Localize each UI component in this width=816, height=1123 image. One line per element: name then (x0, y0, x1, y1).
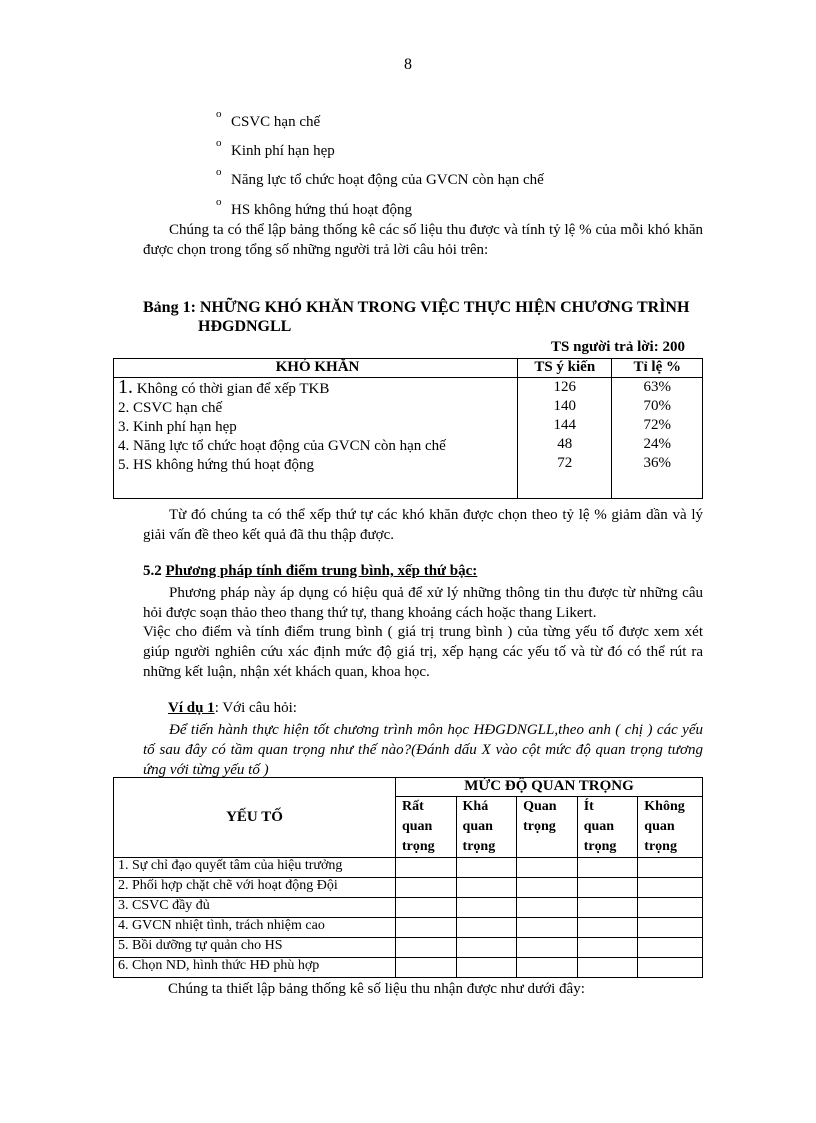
table2-factor: 4. GVCN nhiệt tình, trách nhiệm cao (114, 918, 396, 938)
table-row (114, 898, 703, 918)
section-number: 5.2 (143, 563, 166, 579)
example-question: Để tiến hành thực hiện tốt chương trình môn học HĐGDNGLL,theo anh ( chị ) các yếu tố sau đây có tầm quan trọng như thế nào?(Đánh dấu X vào cột mức độ quan trọng tương ứng với từng yếu tố ) (143, 722, 703, 778)
table2-level-not-important (638, 797, 703, 858)
table2-cell (517, 918, 578, 938)
table1-count: 48 (557, 436, 573, 452)
table-row (114, 958, 703, 978)
table1-counts-cell (518, 378, 612, 499)
table1-title: Bảng 1: NHỮNG KHÓ KHĂN TRONG VIỆC THỰC HIỆN CHƯƠNG TRÌNH (143, 299, 690, 316)
table2-cell (577, 918, 638, 938)
table2-cell (517, 938, 578, 958)
table2-cell (517, 898, 578, 918)
table1-items-cell (114, 378, 518, 499)
table1-count: 126 (553, 379, 577, 395)
table2-cell (638, 858, 703, 878)
table-row (114, 858, 703, 878)
table1-percent: 63% (643, 379, 671, 395)
table2-cell (638, 878, 703, 898)
table2-cell (395, 878, 456, 898)
closing-line: Chúng ta thiết lập bảng thống kê số liệu thu nhận được như dưới đây: (168, 981, 585, 997)
bullet-marker: o (216, 196, 222, 208)
level-word: trọng (523, 819, 556, 834)
table1-item: 5. HS không hứng thú hoạt động (118, 457, 315, 473)
table1-header-difficulty: KHÓ KHĂN (114, 359, 518, 378)
level-word: trọng (583, 839, 617, 854)
table2-cell (456, 958, 517, 978)
table2-cell (456, 898, 517, 918)
table-row (114, 938, 703, 958)
level-word: quan (583, 819, 615, 834)
table2-cell (395, 938, 456, 958)
example-label-line (168, 700, 297, 717)
bullet-text: HS không hứng thú hoạt động (231, 202, 413, 218)
table1-count: 72 (557, 455, 573, 471)
level-word: Khá (462, 799, 489, 814)
level-word: Quan (523, 799, 557, 814)
table2-level-header: MỨC ĐỘ QUAN TRỌNG (395, 778, 702, 797)
section-paragraph-1: Phương pháp này áp dụng có hiệu quả để xử lý những thông tin thu được từ những câu hỏi được soạn thảo theo thang thứ tự, thang khoảng cách hoặc thang Likert. (143, 585, 703, 621)
table1-item (118, 378, 517, 399)
table2-cell (517, 878, 578, 898)
table1-item: 4. Năng lực tổ chức hoạt động của GVCN còn hạn chế (118, 438, 446, 454)
table1-header-percent: Tỉ lệ % (612, 359, 703, 378)
table2-level-important (517, 797, 578, 858)
table2-factor-header: YẾU TỐ (114, 778, 396, 858)
level-word: quan (644, 819, 675, 834)
table-row (114, 878, 703, 898)
level-word: trọng (401, 839, 435, 854)
table1-percents-cell (612, 378, 703, 499)
table2-cell (577, 938, 638, 958)
table1-percent: 70% (643, 398, 671, 414)
level-word: quan (462, 819, 493, 834)
bullet-text: Năng lực tổ chức hoạt động của GVCN còn hạn chế (231, 172, 544, 188)
difficulties-table (113, 358, 703, 499)
table1-item: 3. Kinh phí hạn hẹp (118, 419, 237, 435)
table2-factor: 2. Phối hợp chặt chẽ với hoạt động Đội (114, 878, 396, 898)
table2-cell (577, 898, 638, 918)
table2-cell (638, 918, 703, 938)
section-paragraph-2: Việc cho điểm và tính điểm trung bình ( giá trị trung bình ) của từng yếu tố được xem xét giúp người nghiên cứu xác định mức độ giá trị, xếp hạng các yếu tố và từ đó có thể rút ra những kết luận, nhận xét khách quan, khoa học. (143, 624, 703, 680)
table1-item: 2. CSVC hạn chế (118, 400, 223, 416)
table2-cell (517, 958, 578, 978)
table1-percent: 24% (643, 436, 671, 452)
table2-level-very-important (395, 797, 456, 858)
table1-percent: 36% (643, 455, 671, 471)
table2-cell (456, 878, 517, 898)
page-number: 8 (404, 56, 412, 73)
table2-cell (395, 858, 456, 878)
table2-cell (395, 898, 456, 918)
table2-cell (456, 918, 517, 938)
table2-cell (395, 918, 456, 938)
table2-factor: 3. CSVC đầy đủ (114, 898, 396, 918)
table2-cell (577, 958, 638, 978)
level-word: Ít (583, 799, 594, 814)
table1-count: 140 (553, 398, 577, 414)
level-word: Không (644, 799, 685, 814)
section-title: Phương pháp tính điểm trung bình, xếp thứ bậc: (165, 563, 478, 579)
table2-cell (456, 938, 517, 958)
example-intro: : Với câu hỏi: (214, 700, 297, 716)
intro-paragraph: Chúng ta có thể lập bảng thống kê các số liệu thu được và tính tỷ lệ % của mỗi khó khăn được chọn trong tổng số những người trả lời câu hỏi trên: (143, 222, 703, 258)
bullet-marker: o (216, 137, 222, 149)
table2-cell (395, 958, 456, 978)
table1-title-line2: HĐGDNGLL (198, 318, 292, 335)
table2-level-fairly-important (456, 797, 517, 858)
table2-cell (456, 858, 517, 878)
table1-percent: 72% (643, 417, 671, 433)
bullet-marker: o (216, 108, 222, 120)
after-table1-paragraph: Từ đó chúng ta có thể xếp thứ tự các khó khăn được chọn theo tỷ lệ % giảm dần và lý giải vấn đề theo kết quả đã thu thập được. (143, 507, 703, 543)
table2-factor: 1. Sự chỉ đạo quyết tâm của hiệu trưởng (114, 858, 396, 878)
table1-item-text: Không có thời gian để xếp TKB (133, 381, 330, 397)
bullet-marker: o (216, 166, 222, 178)
table1-count: 144 (553, 417, 577, 433)
factors-table (113, 777, 703, 978)
table2-cell (638, 898, 703, 918)
level-word: Rất (401, 799, 424, 814)
table-row (114, 918, 703, 938)
table1-item-number: 1. (118, 376, 133, 398)
section-heading (143, 563, 477, 580)
level-word: trọng (462, 839, 496, 854)
level-word: quan (401, 819, 433, 834)
table2-cell (577, 878, 638, 898)
bullet-text: CSVC hạn chế (231, 114, 321, 130)
level-word: trọng (644, 839, 677, 854)
table1-header-count: TS ý kiến (518, 359, 612, 378)
table2-cell (638, 938, 703, 958)
table2-level-less-important (577, 797, 638, 858)
example-label: Ví dụ 1 (168, 700, 215, 716)
bullet-text: Kinh phí hạn hẹp (231, 143, 335, 159)
table2-cell (517, 858, 578, 878)
table1-respondents: TS người trả lời: 200 (551, 339, 685, 355)
table2-factor: 6. Chọn ND, hình thức HĐ phù hợp (114, 958, 396, 978)
table2-cell (577, 858, 638, 878)
table2-cell (638, 958, 703, 978)
table2-factor: 5. Bồi dưỡng tự quản cho HS (114, 938, 396, 958)
